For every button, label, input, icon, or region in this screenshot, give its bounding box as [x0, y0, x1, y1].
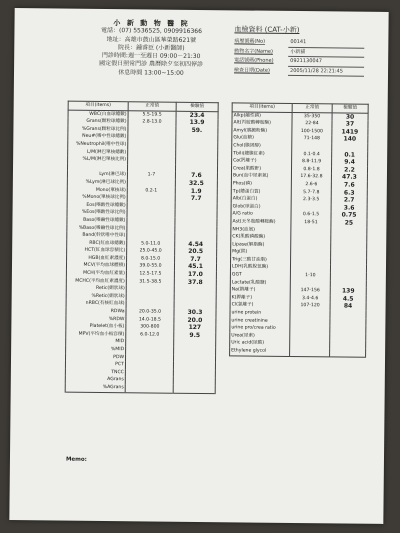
- cell-normal: 0.2-1: [127, 187, 175, 195]
- cell-normal: 147-156: [290, 287, 330, 295]
- cell-item: Phos(磷): [231, 180, 291, 188]
- cell-item: %MID: [66, 346, 126, 354]
- cell-value: 7.6: [331, 181, 367, 189]
- cell-item: %Eos(嗜酸性球比例): [67, 209, 127, 217]
- report-info: [234, 24, 365, 76]
- memo-label: Memo:: [65, 456, 87, 463]
- field-label: 檢查日期(Date): [234, 66, 270, 74]
- cell-item: Chol(膽固醇): [232, 142, 292, 150]
- cell-normal: 20.0-35.0: [126, 308, 174, 316]
- cell-normal: 17.6-32.8: [291, 173, 331, 181]
- cell-value: 140: [332, 136, 368, 144]
- cell-item: GGT: [230, 271, 290, 279]
- cell-item: Ca(鈣離子): [232, 157, 292, 165]
- clinic-holiday-note: 國定假日照常門診 農曆除夕至初四停診: [99, 60, 204, 69]
- cell-item: Glob(球蛋白): [231, 203, 291, 211]
- cell-normal: 0.8-1.8: [291, 166, 331, 174]
- cell-normal: 5.7-7.8: [291, 188, 331, 196]
- cell-normal: 12.5-17.5: [126, 270, 174, 278]
- cell-value: 6.3: [331, 189, 367, 197]
- cell-item: Glu(血糖): [232, 135, 292, 143]
- cell-value: 17.0: [174, 271, 216, 279]
- header-item: 項目(items): [232, 103, 292, 112]
- cell-item: Alkp(鹼性磷): [232, 111, 292, 120]
- table-row: [230, 347, 366, 357]
- cell-item: Ethylene glycol: [230, 347, 290, 356]
- cell-item: urine pro/crea ratio: [230, 325, 290, 333]
- cell-value: 7.7: [175, 256, 217, 264]
- cell-item: PDW: [66, 353, 126, 361]
- cell-item: %Baso(嗜鹼性球比例): [67, 224, 127, 232]
- field-value: 小新貓: [288, 47, 364, 57]
- cell-item: %AGrans: [65, 384, 125, 393]
- field-label: 電話號碼(Phone): [234, 57, 274, 64]
- cell-item: Platelet(血小板): [66, 323, 126, 331]
- cell-item: Lym(淋巴球): [67, 171, 127, 179]
- cell-item: %Retic(網狀球): [66, 292, 126, 300]
- cell-value: 37.8: [174, 278, 216, 286]
- cell-item: Urea(尿素): [230, 332, 290, 340]
- cell-value: 2.2: [331, 166, 367, 174]
- table-row: [65, 384, 215, 394]
- cell-normal: 0.1-0.4: [292, 151, 332, 159]
- cell-normal: 25.0-45.0: [127, 248, 175, 256]
- cell-value: 9.5: [174, 332, 216, 340]
- cell-item: Tbili(總膽紅素): [232, 150, 292, 158]
- cell-value: 30: [332, 112, 368, 120]
- cell-item: Grans(顆粒球總數): [68, 118, 128, 126]
- cell-item: urine creatinine: [230, 317, 290, 325]
- cell-value: 30.3: [174, 309, 216, 317]
- cell-item: Lactate(乳酸鹽): [230, 279, 290, 287]
- cell-value: 139: [330, 288, 366, 296]
- cell-item: Alb(白蛋白): [231, 195, 291, 203]
- cell-item: RBC(紅血球總數): [67, 239, 127, 247]
- cell-item: MCH(平均血紅素量): [66, 270, 126, 278]
- cell-value: 2.7: [331, 197, 367, 205]
- cell-item: Baso(嗜鹼性球總數): [67, 217, 127, 225]
- cell-item: AGrans: [65, 376, 125, 384]
- cell-item: RDWa: [66, 308, 126, 316]
- cell-item: Retic(網狀球): [66, 285, 126, 293]
- cell-normal: 35-350: [292, 112, 332, 121]
- clinic-address: 地址：高雄市鼓山區華榮路621號: [106, 35, 197, 44]
- cell-item: HCT(紅血球容積比): [67, 247, 127, 255]
- cell-item: Tp(總蛋白質): [231, 188, 291, 196]
- report-title: 血檢資料 (CAT-小新): [234, 25, 300, 35]
- cell-item: WBC(白血球總數): [68, 110, 128, 119]
- cell-item: LDH(乳酸脫氫酶): [230, 264, 290, 272]
- cell-value: 4.5: [330, 295, 366, 303]
- cell-normal: 71-148: [292, 135, 332, 143]
- cell-value: 20.0: [174, 316, 216, 324]
- cell-item: NH3(血氨): [231, 226, 291, 234]
- clinic-director: 院長：鍾睿臣 (小新醫師): [117, 44, 185, 52]
- cell-normal: 5.0-11.0: [127, 240, 175, 248]
- clinic-name: 小 新 動 物 醫 院: [113, 19, 190, 28]
- cell-item: %Neutrophil(嗜中性球): [68, 141, 128, 149]
- header-normal: 正常值: [292, 103, 332, 112]
- cell-value: [330, 348, 366, 356]
- cell-value: 127: [174, 324, 216, 332]
- cell-normal: 6.0-12.0: [126, 331, 174, 339]
- cell-item: Cl(氯離子): [230, 302, 290, 310]
- cell-item: MPV(平均血小板容積): [66, 330, 126, 338]
- cell-item: CK(肌酸磷酸酶): [231, 233, 291, 241]
- cell-item: PCT: [65, 361, 125, 369]
- cell-value: 7.7: [175, 195, 217, 203]
- cell-item: Lipase(解脂酶): [231, 241, 291, 249]
- cell-item: %Lym(淋巴球比例): [67, 179, 127, 187]
- hematology-table: [65, 101, 219, 394]
- cell-item: MCV(平均血球體積): [66, 262, 126, 270]
- cell-item: Crea(肌酸酐): [231, 165, 291, 173]
- cell-value: 23.4: [176, 111, 218, 120]
- field-value: 2005/11/28 22:21:45: [288, 66, 364, 76]
- cell-normal: [125, 384, 173, 393]
- cell-normal: 107-120: [290, 302, 330, 310]
- cell-item: Amyl(胰澱粉酶): [232, 127, 292, 135]
- cell-item: A/G ratio: [231, 211, 291, 219]
- cell-normal: 14.0-18.5: [126, 316, 174, 324]
- cell-item: HGB(血紅素濃度): [67, 254, 127, 262]
- cell-value: 3.6: [331, 204, 367, 212]
- report-field: [234, 66, 364, 77]
- cell-normal: 8.0-15.0: [127, 255, 175, 263]
- cell-normal: 2.3-3.5: [291, 196, 331, 204]
- cell-normal: 31.5-38.5: [126, 278, 174, 286]
- clinic-lunch-break: 休息時間 13:00~15:00: [118, 68, 184, 77]
- cell-value: 7.6: [175, 172, 217, 180]
- cell-normal: 22-84: [292, 120, 332, 128]
- cell-item: K(鉀離子): [230, 294, 290, 302]
- cell-item: MCHC(平均血紅素濃度): [66, 277, 126, 285]
- cell-value: 25: [331, 219, 367, 227]
- clinic-hours: 門診時間:週一至週日 09:00－21:30: [101, 52, 201, 61]
- cell-item: Uric acid(尿酸): [230, 340, 290, 348]
- header-item: 項目(items): [68, 101, 128, 110]
- lab-report-paper: [9, 8, 388, 524]
- cell-item: Mono(單核球): [67, 186, 127, 194]
- cell-item: nRBC(有核紅血球): [66, 300, 126, 308]
- cell-item: %Mono(單核球比例): [67, 194, 127, 202]
- cell-normal: [290, 348, 330, 357]
- cell-normal: 8.8-11.9: [292, 158, 332, 166]
- cell-item: %Grans(顆粒球比例): [68, 125, 128, 133]
- cell-value: 1419: [332, 128, 368, 136]
- cell-item: %L/M(淋巴單核比例): [68, 156, 128, 164]
- cell-item: Ast(天冬胺酸轉胺酶): [231, 218, 291, 226]
- cell-value: 9.4: [332, 159, 368, 167]
- cell-normal: 3.4-4.6: [290, 295, 330, 303]
- clinic-header: [86, 19, 217, 78]
- field-label: 動物名字(Name): [234, 47, 273, 55]
- cell-item: Alt(丙胺酸轉胺酶): [232, 120, 292, 128]
- cell-normal: 1-7: [127, 172, 175, 180]
- cell-value: 1.9: [175, 187, 217, 195]
- cell-value: 0.75: [331, 212, 367, 220]
- cell-value: 32.5: [175, 180, 217, 188]
- cell-value: 20.5: [175, 248, 217, 256]
- cell-item: %RDW: [66, 315, 126, 323]
- cell-value: 4.54: [175, 240, 217, 248]
- cell-normal: 2.6-6: [291, 181, 331, 189]
- cell-normal: 100-1500: [292, 128, 332, 136]
- header-result: 檢驗值: [332, 104, 368, 113]
- cell-value: 59.: [176, 127, 218, 135]
- biochemistry-table: [229, 102, 369, 357]
- cell-item: Neu#(嗜中性球總數): [68, 133, 128, 141]
- cell-item: L/M(淋巴單核總數): [68, 148, 128, 156]
- header-result: 檢驗值: [176, 102, 218, 111]
- cell-normal: 39.0-55.0: [126, 263, 174, 271]
- clinic-phone: 電話：(07) 5536525, 0909916366: [100, 27, 202, 36]
- cell-value: 13.9: [176, 119, 218, 127]
- cell-item: Na(鈉離子): [230, 287, 290, 295]
- cell-item: Bun(血中尿素氮): [231, 173, 291, 181]
- cell-value: [173, 385, 215, 394]
- cell-value: 47.3: [331, 174, 367, 182]
- cell-value: 45.1: [174, 263, 216, 271]
- cell-item: MID: [66, 338, 126, 346]
- cell-item: Eos(嗜酸性球總數): [67, 201, 127, 209]
- cell-normal: 0.6-1.5: [291, 211, 331, 219]
- cell-normal: 18-51: [291, 219, 331, 227]
- cell-item: Band(幹狀嗜中性球): [67, 232, 127, 240]
- cell-normal: 2.8-13.0: [128, 118, 176, 126]
- cell-value: 37: [332, 121, 368, 129]
- cell-item: urine protein: [230, 309, 290, 317]
- header-normal: 正常值: [128, 102, 176, 111]
- cell-normal: 1-10: [290, 272, 330, 280]
- field-label: 病歷號碼(No): [234, 38, 266, 45]
- cell-normal: 300-800: [126, 323, 174, 331]
- cell-value: 0.1: [332, 151, 368, 159]
- cell-item: Trig(三酸甘油脂): [231, 256, 291, 264]
- cell-item: Mg(鎂): [231, 249, 291, 257]
- field-value: 00141: [288, 38, 364, 48]
- cell-item: TNCC: [65, 368, 125, 376]
- cell-value: 84: [330, 303, 366, 311]
- field-value: 0921130047: [288, 57, 364, 67]
- cell-normal: 5.5-19.5: [128, 110, 176, 119]
